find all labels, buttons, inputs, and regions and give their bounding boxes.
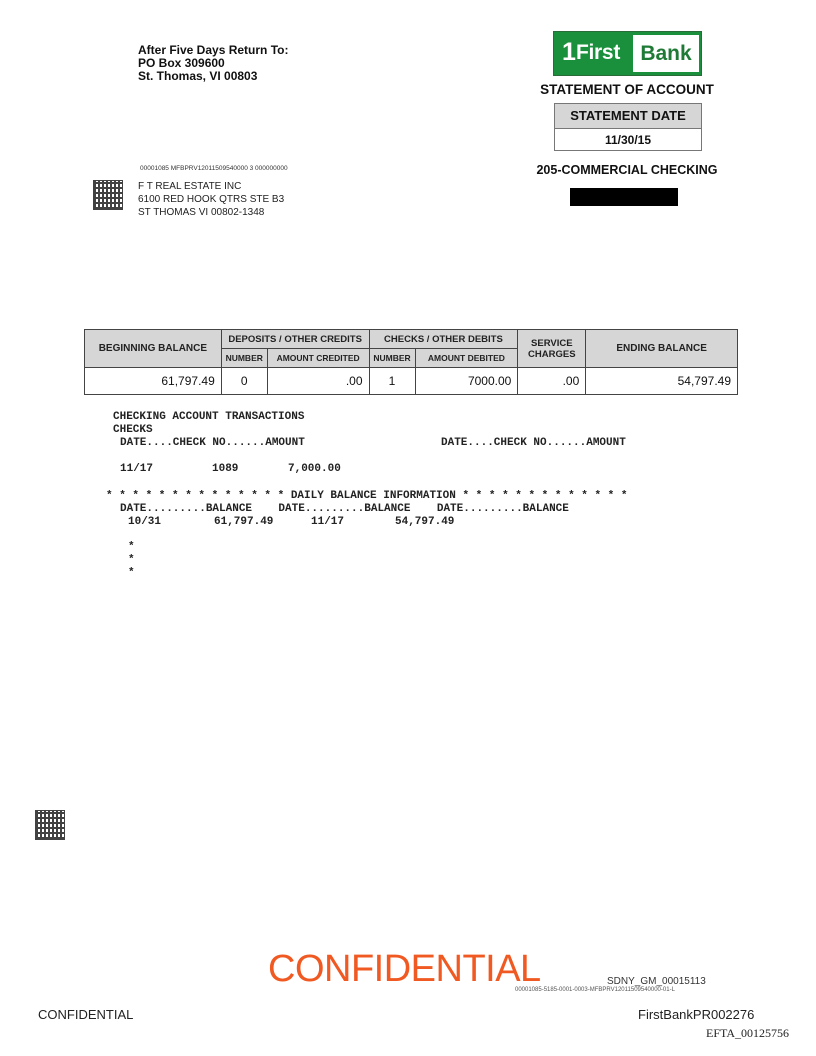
checks-header-left: DATE....CHECK NO......AMOUNT <box>120 437 305 449</box>
logo-number: 1 <box>562 38 576 66</box>
transactions-subtitle: CHECKS <box>113 424 153 436</box>
check-amount: 7,000.00 <box>288 463 341 475</box>
account-summary-table <box>84 329 738 395</box>
mailing-street: 6100 RED HOOK QTRS STE B3 <box>138 194 285 205</box>
header-checks-number: NUMBER <box>369 349 415 368</box>
header-deposits: DEPOSITS / OTHER CREDITS <box>221 330 369 349</box>
balance-amount: 54,797.49 <box>395 516 455 528</box>
beginning-balance-value: 61,797.49 <box>85 368 222 395</box>
header-deposits-number: NUMBER <box>221 349 267 368</box>
deposits-number-value: 0 <box>221 368 267 395</box>
mailing-address <box>138 180 284 219</box>
return-line-2: PO Box 309600 <box>138 56 225 70</box>
star-marker: * <box>128 554 135 566</box>
header-ending-balance: ENDING BALANCE <box>586 330 738 368</box>
mailing-name: F T REAL ESTATE INC <box>138 181 242 192</box>
return-line-1: After Five Days Return To: <box>138 43 289 57</box>
barcode-icon <box>35 810 65 840</box>
amount-credited-value: .00 <box>267 368 369 395</box>
confidential-stamp: CONFIDENTIAL <box>268 948 541 990</box>
balance-date: 11/17 <box>311 516 345 528</box>
service-charges-value: .00 <box>518 368 586 395</box>
redaction-bar <box>570 188 678 206</box>
check-number: 1089 <box>212 463 239 475</box>
return-line-3: St. Thomas, VI 00803 <box>138 69 258 83</box>
header-checks: CHECKS / OTHER DEBITS <box>369 330 518 349</box>
daily-balance-header: DATE.........BALANCE DATE.........BALANCE DATE.........BALANCE <box>120 503 569 515</box>
efta-number: EFTA_00125756 <box>706 1026 790 1040</box>
statement-title: STATEMENT OF ACCOUNT <box>540 82 714 97</box>
balance-date: 10/31 <box>128 516 162 528</box>
mailing-city: ST THOMAS VI 00802-1348 <box>138 207 265 218</box>
checks-header-right: DATE....CHECK NO......AMOUNT <box>441 437 626 449</box>
star-marker: * <box>128 541 135 553</box>
statement-date-box <box>554 103 702 151</box>
statement-date-label: STATEMENT DATE <box>555 104 701 129</box>
header-amount-credited: AMOUNT CREDITED <box>267 349 369 368</box>
daily-balance-banner: * * * * * * * * * * * * * * DAILY BALANCE INFORMATION * * * * * * * * * * * * * <box>106 490 628 502</box>
confidential-label: CONFIDENTIAL <box>38 1007 134 1022</box>
header-service-charges: SERVICE CHARGES <box>518 330 586 368</box>
balance-amount: 61,797.49 <box>214 516 274 528</box>
check-date: 11/17 <box>120 463 154 475</box>
star-marker: * <box>128 567 135 579</box>
transactions-title: CHECKING ACCOUNT TRANSACTIONS <box>113 411 305 423</box>
logo-first-text: First <box>576 41 621 64</box>
document-code: 00001085-5185-0001-0003-MFBPRV12011509540000-01-L <box>515 987 675 993</box>
return-address <box>138 44 288 83</box>
barcode-icon <box>93 180 123 210</box>
mailing-code: 00001085 MFBPRV12011509540000 3 000000000 <box>140 165 288 172</box>
account-type: 205-COMMERCIAL CHECKING <box>536 163 718 177</box>
firstbank-logo <box>553 31 702 76</box>
logo-bank-text: Bank <box>633 35 699 72</box>
ending-balance-value: 54,797.49 <box>586 368 738 395</box>
checks-number-value: 1 <box>369 368 415 395</box>
header-beginning-balance: BEGINNING BALANCE <box>85 330 222 368</box>
header-amount-debited: AMOUNT DEBITED <box>415 349 518 368</box>
bates-number: FirstBankPR002276 <box>638 1007 755 1022</box>
statement-date-value: 11/30/15 <box>604 133 652 147</box>
sdny-number: SDNY_GM_00015113 <box>607 976 706 987</box>
amount-debited-value: 7000.00 <box>415 368 518 395</box>
